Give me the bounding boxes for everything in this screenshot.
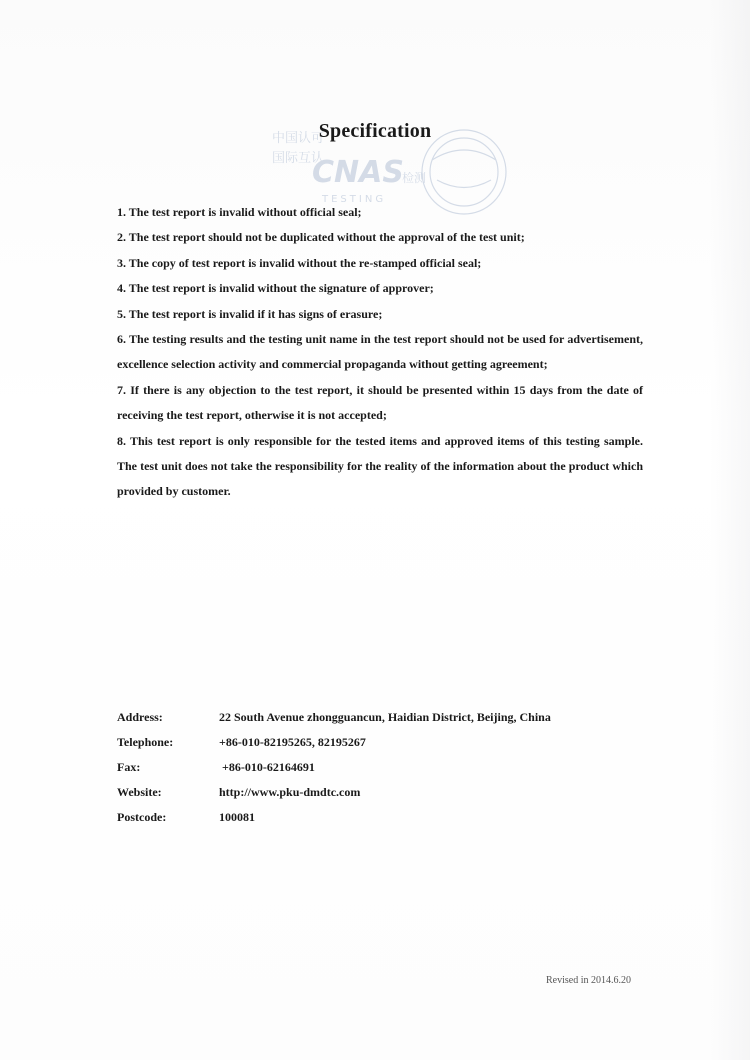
spec-item-2: 2. The test report should not be duplicated without the approval of the test unit; [117,230,525,245]
spec-item-6: 6. The testing results and the testing unit name in the test report should not be used for advertisement, excellence selection activity and commercial propaganda without getting agreement; [117,332,643,372]
website-label: Website: [117,785,162,799]
seal-cnas-text: CNAS [312,155,404,190]
contact-row-fax [117,755,551,780]
contact-row-address [117,705,551,730]
spec-item-3: 3. The copy of test report is invalid without the re-stamped official seal; [117,255,482,270]
page-title: Specification [318,120,432,142]
paper-fold-shadow [710,0,750,1060]
seal-cn-text-3: 检测 [402,171,427,185]
spec-item-4: 4. The test report is invalid without the signature of approver; [117,281,434,296]
spec-item-5: 5. The test report is invalid if it has signs of erasure; [117,306,383,321]
seal-testing-text: TESTING [322,194,387,205]
contact-block [117,705,551,830]
contact-row-telephone [117,730,551,755]
address-value: 22 South Avenue zhongguancun, Haidian District, Beijing, China [219,710,551,724]
spec-item-1: 1. The test report is invalid without official seal; [117,205,362,219]
fax-label: Fax: [117,760,141,774]
seal-cn-text-2: 国际互认 [272,151,325,166]
address-label: Address: [117,710,163,724]
seal-cn-text-1: 中国认可 [272,131,325,146]
revision-note: Revised in 2014.6.20 [546,975,631,986]
contact-row-postcode [117,805,551,830]
postcode-label: Postcode: [117,810,167,824]
postcode-value: 100081 [219,810,255,824]
specification-list [117,200,643,505]
fax-value: +86-010-62164691 [219,760,315,774]
contact-row-website [117,780,551,805]
spec-item-8: 8. This test report is only responsible for the tested items and approved items of this testing sample. The test unit does not take the responsibility for the reality of the information about the product which provided by customer. [117,433,643,499]
telephone-label: Telephone: [117,735,174,749]
spec-item-7: 7. If there is any objection to the test report, it should be presented within 15 days from the date of receiving the test report, otherwise it is not accepted; [117,382,643,423]
website-value: http://www.pku-dmdtc.com [219,785,361,799]
telephone-value: +86-010-82195265, 82195267 [219,735,366,749]
